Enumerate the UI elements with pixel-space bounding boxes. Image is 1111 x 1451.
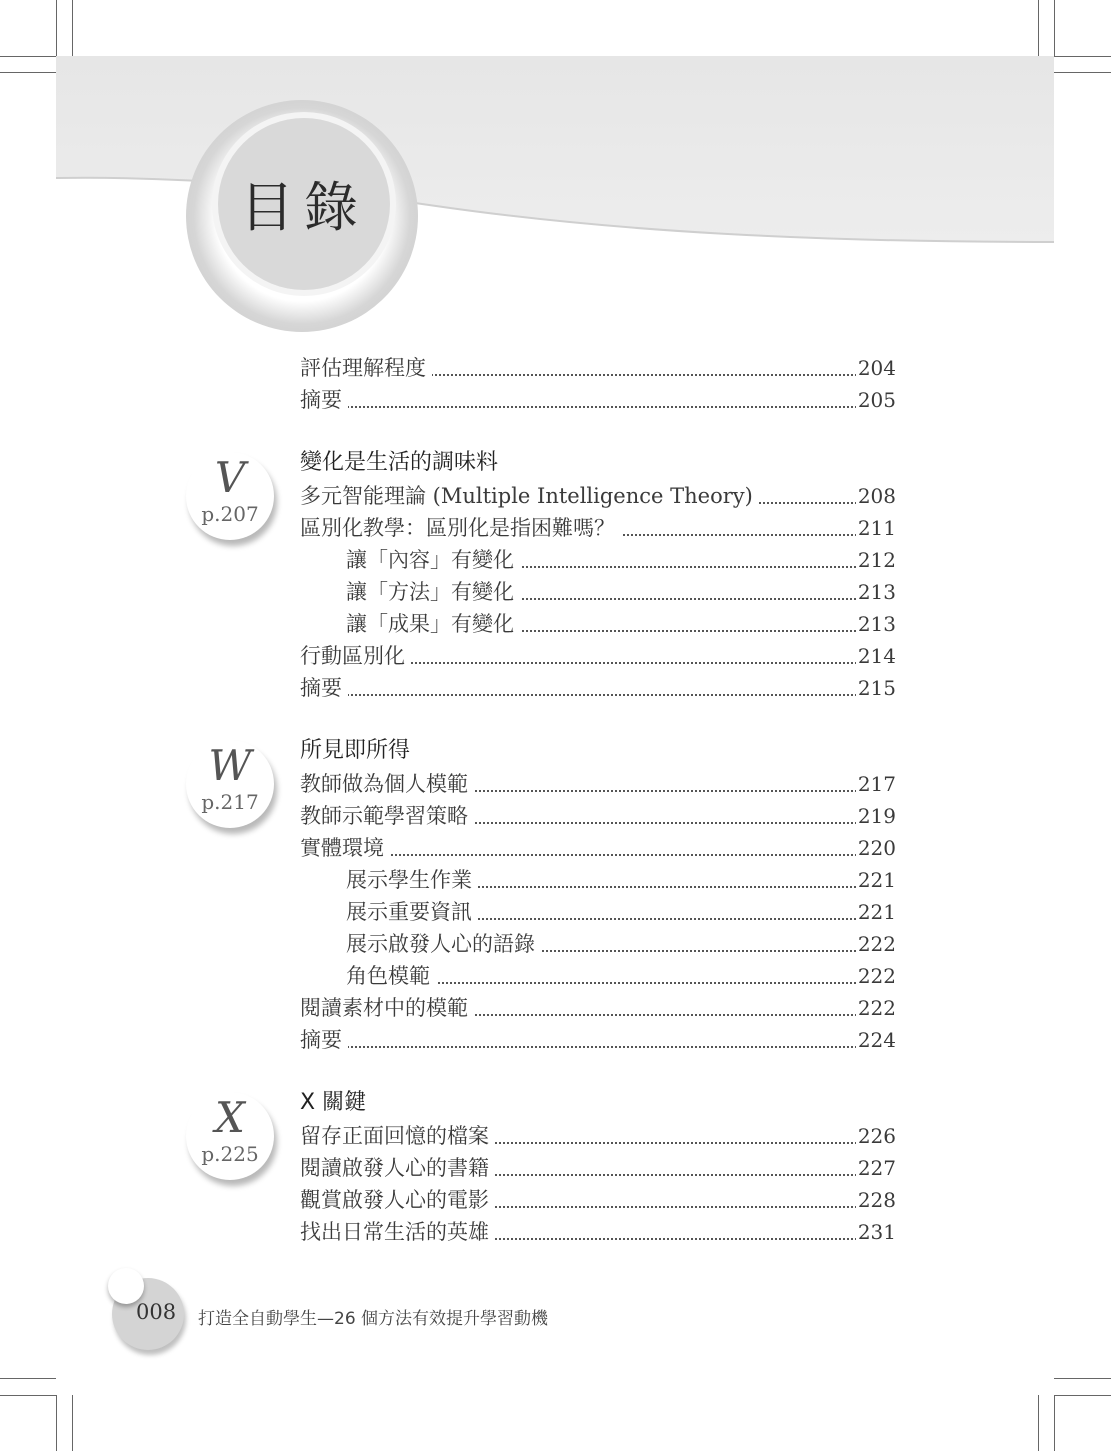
crop-mark bbox=[56, 1395, 57, 1451]
entry-page: 211 bbox=[856, 512, 896, 544]
footer-page-number: 008 bbox=[136, 1300, 177, 1324]
crop-mark bbox=[1038, 1395, 1039, 1451]
toc-entry[interactable] bbox=[300, 1216, 896, 1248]
toc-subentry[interactable] bbox=[346, 864, 896, 896]
crop-mark bbox=[72, 1395, 73, 1451]
toc-subentry[interactable] bbox=[346, 896, 896, 928]
entry-label: 閱讀素材中的模範 bbox=[300, 996, 474, 1020]
crop-mark bbox=[56, 0, 57, 56]
footer-highlight-circle bbox=[108, 1268, 144, 1304]
section-title[interactable]: 所見即所得 bbox=[300, 738, 411, 763]
entry-label: 展示學生作業 bbox=[346, 868, 478, 892]
entry-label: 讓「成果」有變化 bbox=[346, 612, 520, 636]
crop-mark bbox=[0, 56, 56, 57]
toc-entry[interactable] bbox=[300, 512, 896, 544]
entry-page: 222 bbox=[856, 928, 896, 960]
crop-mark bbox=[1054, 72, 1111, 73]
entry-label: 多元智能理論 (Multiple Intelligence Theory) bbox=[300, 484, 759, 508]
entry-page: 221 bbox=[856, 864, 896, 896]
dot-leader bbox=[300, 1046, 896, 1048]
entry-label: 留存正面回憶的檔案 bbox=[300, 1124, 495, 1148]
chapter-letter: V bbox=[214, 453, 246, 502]
crop-mark bbox=[1054, 1378, 1111, 1379]
toc-section-w bbox=[300, 734, 896, 1056]
entry-page: 213 bbox=[856, 576, 896, 608]
toc-entry[interactable] bbox=[300, 1184, 896, 1216]
entry-page: 227 bbox=[856, 1152, 896, 1184]
page-title: 目錄 bbox=[240, 176, 368, 239]
toc-entry[interactable] bbox=[300, 640, 896, 672]
crop-mark bbox=[1038, 0, 1039, 56]
entry-page: 228 bbox=[856, 1184, 896, 1216]
toc-section-x bbox=[300, 1086, 896, 1248]
entry-label: 摘要 bbox=[300, 676, 348, 700]
crop-mark bbox=[0, 72, 56, 73]
entry-label: 評估理解程度 bbox=[300, 356, 432, 380]
entry-page: 219 bbox=[856, 800, 896, 832]
entry-label: 教師做為個人模範 bbox=[300, 772, 474, 796]
toc-subentry[interactable] bbox=[346, 608, 896, 640]
crop-mark bbox=[1054, 0, 1055, 56]
crop-mark bbox=[72, 0, 73, 56]
crop-mark bbox=[1054, 1395, 1055, 1451]
entry-page: 222 bbox=[856, 960, 896, 992]
entry-label: 展示重要資訊 bbox=[346, 900, 478, 924]
entry-page: 214 bbox=[856, 640, 896, 672]
entry-label: 展示啟發人心的語錄 bbox=[346, 932, 541, 956]
toc-entry[interactable] bbox=[300, 1152, 896, 1184]
entry-page: 226 bbox=[856, 1120, 896, 1152]
entry-page: 212 bbox=[856, 544, 896, 576]
toc-entry[interactable] bbox=[300, 352, 896, 384]
entry-page: 221 bbox=[856, 896, 896, 928]
toc-intro bbox=[300, 352, 896, 416]
toc-entry[interactable] bbox=[300, 832, 896, 864]
entry-label: 教師示範學習策略 bbox=[300, 804, 474, 828]
toc-entry[interactable] bbox=[300, 480, 896, 512]
chapter-page: p.225 bbox=[201, 1142, 259, 1166]
entry-page: 222 bbox=[856, 992, 896, 1024]
toc-entry[interactable] bbox=[300, 384, 896, 416]
toc-entry[interactable] bbox=[300, 1120, 896, 1152]
dot-leader bbox=[300, 406, 896, 408]
entry-label: 讓「方法」有變化 bbox=[346, 580, 520, 604]
crop-mark bbox=[0, 1395, 56, 1396]
entry-page: 204 bbox=[856, 352, 896, 384]
section-title[interactable]: X 關鍵 bbox=[300, 1090, 367, 1115]
toc-entry[interactable] bbox=[300, 1024, 896, 1056]
entry-page: 231 bbox=[856, 1216, 896, 1248]
entry-label: 摘要 bbox=[300, 388, 348, 412]
entry-label: 角色模範 bbox=[346, 964, 436, 988]
chapter-badge-v bbox=[186, 452, 274, 540]
toc-entry[interactable] bbox=[300, 992, 896, 1024]
entry-label: 閱讀啟發人心的書籍 bbox=[300, 1156, 495, 1180]
dot-leader bbox=[300, 694, 896, 696]
entry-page: 224 bbox=[856, 1024, 896, 1056]
toc-section-v bbox=[300, 446, 896, 704]
footer-book-title: 打造全自動學生—26 個方法有效提升學習動機 bbox=[198, 1309, 549, 1329]
entry-label: 區別化教學：區別化是指困難嗎？ bbox=[300, 516, 621, 540]
chapter-page: p.207 bbox=[201, 502, 259, 526]
entry-label: 觀賞啟發人心的電影 bbox=[300, 1188, 495, 1212]
chapter-letter: W bbox=[208, 741, 252, 790]
toc-entry[interactable] bbox=[300, 800, 896, 832]
chapter-badge-w bbox=[186, 740, 274, 828]
toc-entry[interactable] bbox=[300, 768, 896, 800]
entry-label: 行動區別化 bbox=[300, 644, 411, 668]
entry-label: 讓「內容」有變化 bbox=[346, 548, 520, 572]
crop-mark bbox=[0, 1378, 56, 1379]
toc-entry[interactable] bbox=[300, 672, 896, 704]
entry-page: 220 bbox=[856, 832, 896, 864]
toc-subentry[interactable] bbox=[346, 576, 896, 608]
section-title[interactable]: 變化是生活的調味料 bbox=[300, 450, 499, 475]
entry-label: 摘要 bbox=[300, 1028, 348, 1052]
entry-label: 找出日常生活的英雄 bbox=[300, 1220, 495, 1244]
toc-subentry[interactable] bbox=[346, 544, 896, 576]
crop-mark bbox=[1054, 56, 1111, 57]
entry-page: 217 bbox=[856, 768, 896, 800]
entry-page: 208 bbox=[856, 480, 896, 512]
chapter-page: p.217 bbox=[201, 790, 259, 814]
crop-mark bbox=[1054, 1395, 1111, 1396]
entry-page: 213 bbox=[856, 608, 896, 640]
chapter-letter: X bbox=[215, 1093, 245, 1142]
entry-page: 215 bbox=[856, 672, 896, 704]
entry-page: 205 bbox=[856, 384, 896, 416]
entry-label: 實體環境 bbox=[300, 836, 390, 860]
toc-subentry[interactable] bbox=[346, 928, 896, 960]
chapter-badge-x bbox=[186, 1092, 274, 1180]
toc-subentry[interactable] bbox=[346, 960, 896, 992]
